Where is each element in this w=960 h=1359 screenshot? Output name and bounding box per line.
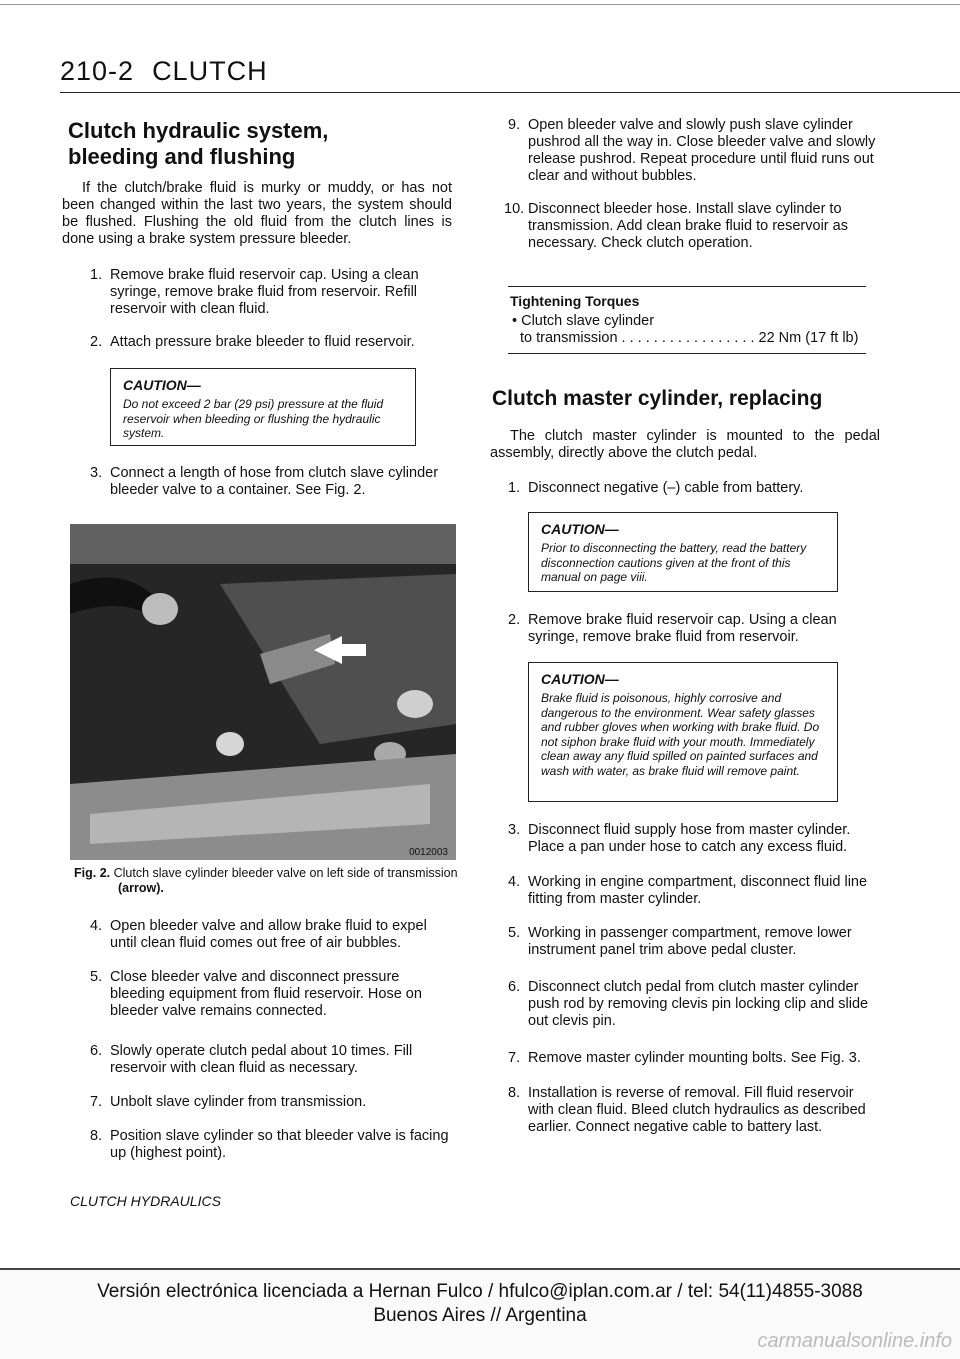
- caution-body: Prior to disconnecting the battery, read the battery disconnection cautions given at the front of this manual on page viii.: [541, 541, 807, 584]
- step-text: Working in passenger compartment, remove lower instrument panel trim above pedal cluster.: [528, 925, 852, 958]
- step-text: Remove brake fluid reservoir cap. Using a clean syringe, remove brake fluid from reservoir.: [528, 612, 837, 645]
- step-number: 2.: [90, 334, 103, 350]
- left-step-4: [90, 918, 456, 952]
- left-step-8: [90, 1128, 456, 1162]
- step-text: Remove brake fluid reservoir cap. Using a clean syringe, remove brake fluid from reservoir. Refill reservoir with clean fluid.: [110, 267, 419, 317]
- right-step-7: [508, 1050, 878, 1067]
- right-step-4: [508, 874, 878, 908]
- step-number: 9.: [508, 117, 521, 133]
- step-text: Remove master cylinder mounting bolts. See Fig. 3.: [528, 1050, 861, 1066]
- step-text: Slowly operate clutch pedal about 10 times. Fill reservoir with clean fluid as necessary.: [110, 1043, 413, 1076]
- torque-bottom-rule: [508, 353, 866, 354]
- license-line-1: Versión electrónica licenciada a Hernan Fulco / hfulco@iplan.com.ar / tel: 54(11)4855-3088: [97, 1281, 863, 1302]
- step-text: Position slave cylinder so that bleeder valve is facing up (highest point).: [110, 1128, 449, 1161]
- step-number: 2.: [508, 612, 521, 628]
- left-step-7: [90, 1094, 456, 1111]
- caution-box-brake-fluid: [528, 662, 838, 802]
- step-text: Disconnect clutch pedal from clutch master cylinder push rod by removing clevis pin locking clip and slide out clevis pin.: [528, 979, 869, 1029]
- step-text: Attach pressure brake bleeder to fluid reservoir.: [110, 334, 415, 350]
- right-step-5: [508, 925, 878, 959]
- right-step-6: [508, 979, 878, 1030]
- caution-box-battery: [528, 512, 838, 592]
- caution-title: CAUTION—: [123, 377, 201, 393]
- site-watermark: carmanualsonline.info: [757, 1330, 952, 1352]
- caution-box-pressure: [110, 368, 416, 446]
- fig2-caption-text: Clutch slave cylinder bleeder valve on left side of transmission: [113, 866, 458, 880]
- master-cylinder-heading: Clutch master cylinder, replacing: [492, 387, 823, 410]
- step-text: Close bleeder valve and disconnect pressure bleeding equipment from fluid reservoir. Hose on bleeder valve remains connected.: [110, 969, 422, 1019]
- right-step-3: [508, 822, 878, 856]
- section-number: 210-2: [60, 56, 135, 86]
- master-cylinder-intro: The clutch master cylinder is mounted to the pedal assembly, directly above the clutch pedal.: [490, 428, 880, 461]
- section-footer: CLUTCH HYDRAULICS: [70, 1193, 221, 1209]
- step-number: 4.: [90, 918, 103, 934]
- step-text: Unbolt slave cylinder from transmission.: [110, 1094, 367, 1110]
- step-text: Working in engine compartment, disconnect fluid line fitting from master cylinder.: [528, 874, 868, 907]
- step-number: 6.: [90, 1043, 103, 1059]
- header-rule: [60, 92, 960, 93]
- bleeding-heading: [68, 118, 468, 170]
- step-number: 7.: [90, 1094, 103, 1110]
- left-step-6: [90, 1043, 456, 1077]
- bleeding-heading-line1: Clutch hydraulic system,: [68, 118, 329, 143]
- step-number: 6.: [508, 979, 521, 995]
- step-number: 7.: [508, 1050, 521, 1066]
- right-step-10: [504, 201, 878, 252]
- caution-title: CAUTION—: [541, 671, 619, 687]
- step-number: 1.: [508, 480, 521, 496]
- caution-body: Do not exceed 2 bar (29 psi) pressure at the fluid reservoir when bleeding or flushing the hydraulic system.: [123, 397, 384, 440]
- step-text: Connect a length of hose from clutch slave cylinder bleeder valve to a container. See Fig. 2.: [110, 465, 439, 498]
- step-number: 5.: [90, 969, 103, 985]
- top-border-rule: [0, 4, 960, 5]
- step-number: 8.: [90, 1128, 103, 1144]
- step-text: Open bleeder valve and slowly push slave cylinder pushrod all the way in. Close bleeder valve and slowly release pushrod. Repeat procedure until fluid runs out clear and without bubbles.: [528, 117, 876, 184]
- step-number: 5.: [508, 925, 521, 941]
- step-text: Installation is reverse of removal. Fill fluid reservoir with clean fluid. Bleed clutch hydraulics as described earlier. Connect negative cable to battery last.: [528, 1085, 866, 1135]
- step-text: Disconnect fluid supply hose from master cylinder. Place a pan under hose to catch any excess fluid.: [528, 822, 851, 855]
- left-step-2: [90, 334, 456, 351]
- caution-body: Brake fluid is poisonous, highly corrosive and dangerous to the environment. Wear safety glasses and rubber gloves when working with brake fluid. Do not siphon brake fluid with your mouth. Immediately clean away any fluid spilled on painted surfaces and wash with water, as brake fluid will remove paint.: [541, 691, 820, 778]
- page-header: [60, 56, 268, 87]
- section-title: CLUTCH: [152, 56, 268, 86]
- bleeding-heading-line2: bleeding and flushing: [68, 144, 296, 169]
- caution-title: CAUTION—: [541, 521, 619, 537]
- fig2-photo-drawing: [70, 524, 456, 860]
- right-step-2: [508, 612, 878, 646]
- left-step-3: [90, 465, 456, 499]
- fig2-arrow-label: (arrow).: [118, 881, 164, 895]
- right-step-1: [508, 480, 878, 497]
- step-text: Disconnect negative (–) cable from battery.: [528, 480, 804, 496]
- torque-value-line: to transmission . . . . . . . . . . . . . . . . . 22 Nm (17 ft lb): [520, 330, 859, 346]
- left-step-5: [90, 969, 456, 1020]
- torque-item: • Clutch slave cylinder: [512, 313, 655, 329]
- fig2-code: 0012003: [409, 847, 448, 858]
- step-number: 10.: [504, 201, 525, 217]
- fig2-photo: [70, 524, 456, 860]
- step-number: 4.: [508, 874, 521, 890]
- torque-top-rule: [508, 286, 866, 287]
- right-step-9: [508, 117, 878, 185]
- step-number: 3.: [90, 465, 103, 481]
- step-number: 8.: [508, 1085, 521, 1101]
- fig2-label: Fig. 2.: [74, 866, 111, 880]
- license-line-2: Buenos Aires // Argentina: [373, 1305, 587, 1326]
- step-text: Disconnect bleeder hose. Install slave cylinder to transmission. Add clean brake fluid to reservoir as necessary. Check clutch operation.: [528, 201, 848, 251]
- fig2-caption: [74, 866, 459, 896]
- step-number: 1.: [90, 267, 103, 283]
- bleeding-intro: If the clutch/brake fluid is murky or muddy, or has not been changed within the last two years, the system should be flushed. Flushing the old fluid from the clutch lines is done using a brake system pressure bleeder.: [62, 180, 452, 247]
- step-number: 3.: [508, 822, 521, 838]
- step-text: Open bleeder valve and allow brake fluid to expel until clean fluid comes out free of air bubbles.: [110, 918, 427, 951]
- left-step-1: [90, 267, 456, 318]
- torque-title: Tightening Torques: [510, 293, 640, 309]
- right-step-8: [508, 1085, 878, 1136]
